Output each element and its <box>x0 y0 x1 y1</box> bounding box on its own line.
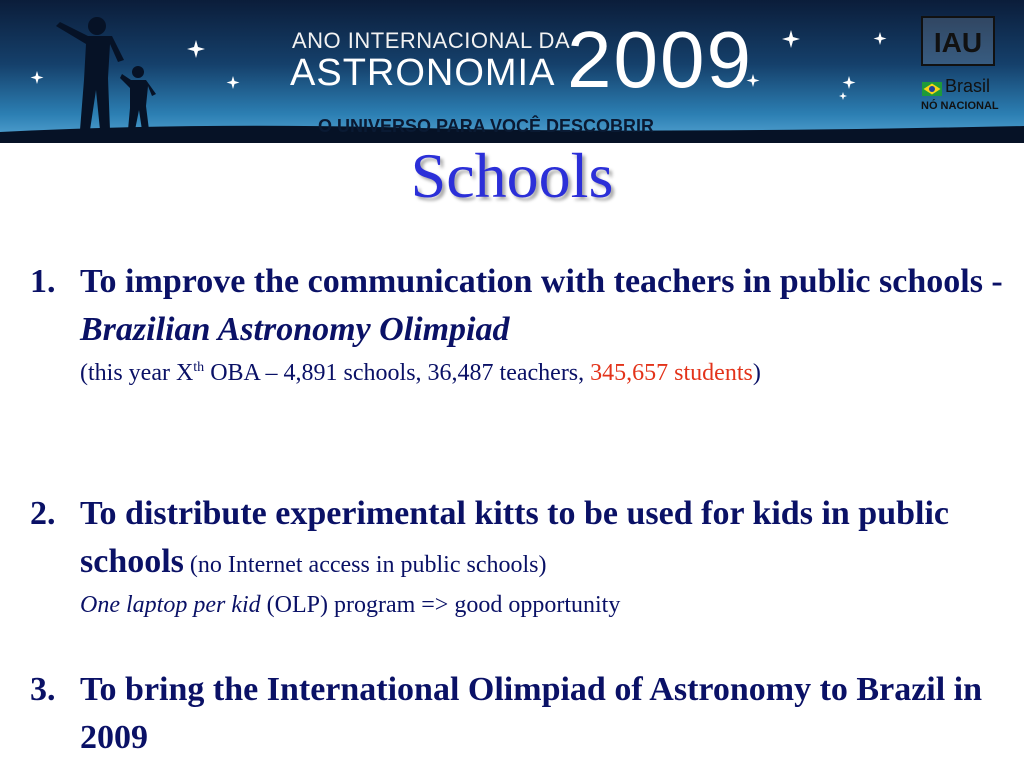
detail-rest: (OLP) program => good opportunity <box>260 592 621 618</box>
iau-logo: IAU <box>921 16 995 66</box>
banner-year: 2009 <box>567 15 753 104</box>
banner-line1: ANO INTERNACIONAL DA <box>292 28 571 53</box>
item-number: 1. <box>30 263 56 300</box>
item-body <box>80 490 1015 624</box>
item-heading-italic: Brazilian Astronomy Olimpiad <box>80 311 510 348</box>
detail-italic: One laptop per kid <box>80 592 261 618</box>
header-banner <box>0 0 1024 143</box>
banner-line2: ASTRONOMIA <box>290 52 556 94</box>
banner-tagline: O UNIVERSO PARA VOCÊ DESCOBRIR <box>318 116 655 136</box>
item-body <box>80 258 1015 392</box>
item-body <box>80 666 1015 762</box>
item-detail <box>80 354 1015 392</box>
brasil-label: Brasil <box>945 76 991 96</box>
item-number: 3. <box>30 671 56 708</box>
detail-pre: (this year X <box>80 360 194 386</box>
node-label: NÓ NACIONAL <box>921 100 999 112</box>
item-number: 2. <box>30 495 56 532</box>
item-heading-text: To distribute experimental kitts to be used for kids in public schools <box>80 495 950 580</box>
people-silhouette <box>56 17 156 130</box>
brazil-flag-icon <box>922 82 942 96</box>
slide-title: Schools <box>410 140 614 211</box>
item-heading: To bring the International Olimpiad of Astronomy to Brazil in 2009 <box>80 671 983 756</box>
item-heading <box>80 258 1015 354</box>
detail-highlight: 345,657 students <box>590 360 753 386</box>
item-heading-note: (no Internet access in public schools) <box>183 552 547 578</box>
detail-superscript: th <box>193 360 205 375</box>
detail-post: ) <box>752 360 761 386</box>
item-heading-text: To improve the communication with teachers in public schools - <box>80 263 1003 300</box>
item-heading <box>80 490 1015 586</box>
item-detail <box>80 586 1015 624</box>
detail-mid: OBA – 4,891 schools, 36,487 teachers, <box>204 360 591 386</box>
